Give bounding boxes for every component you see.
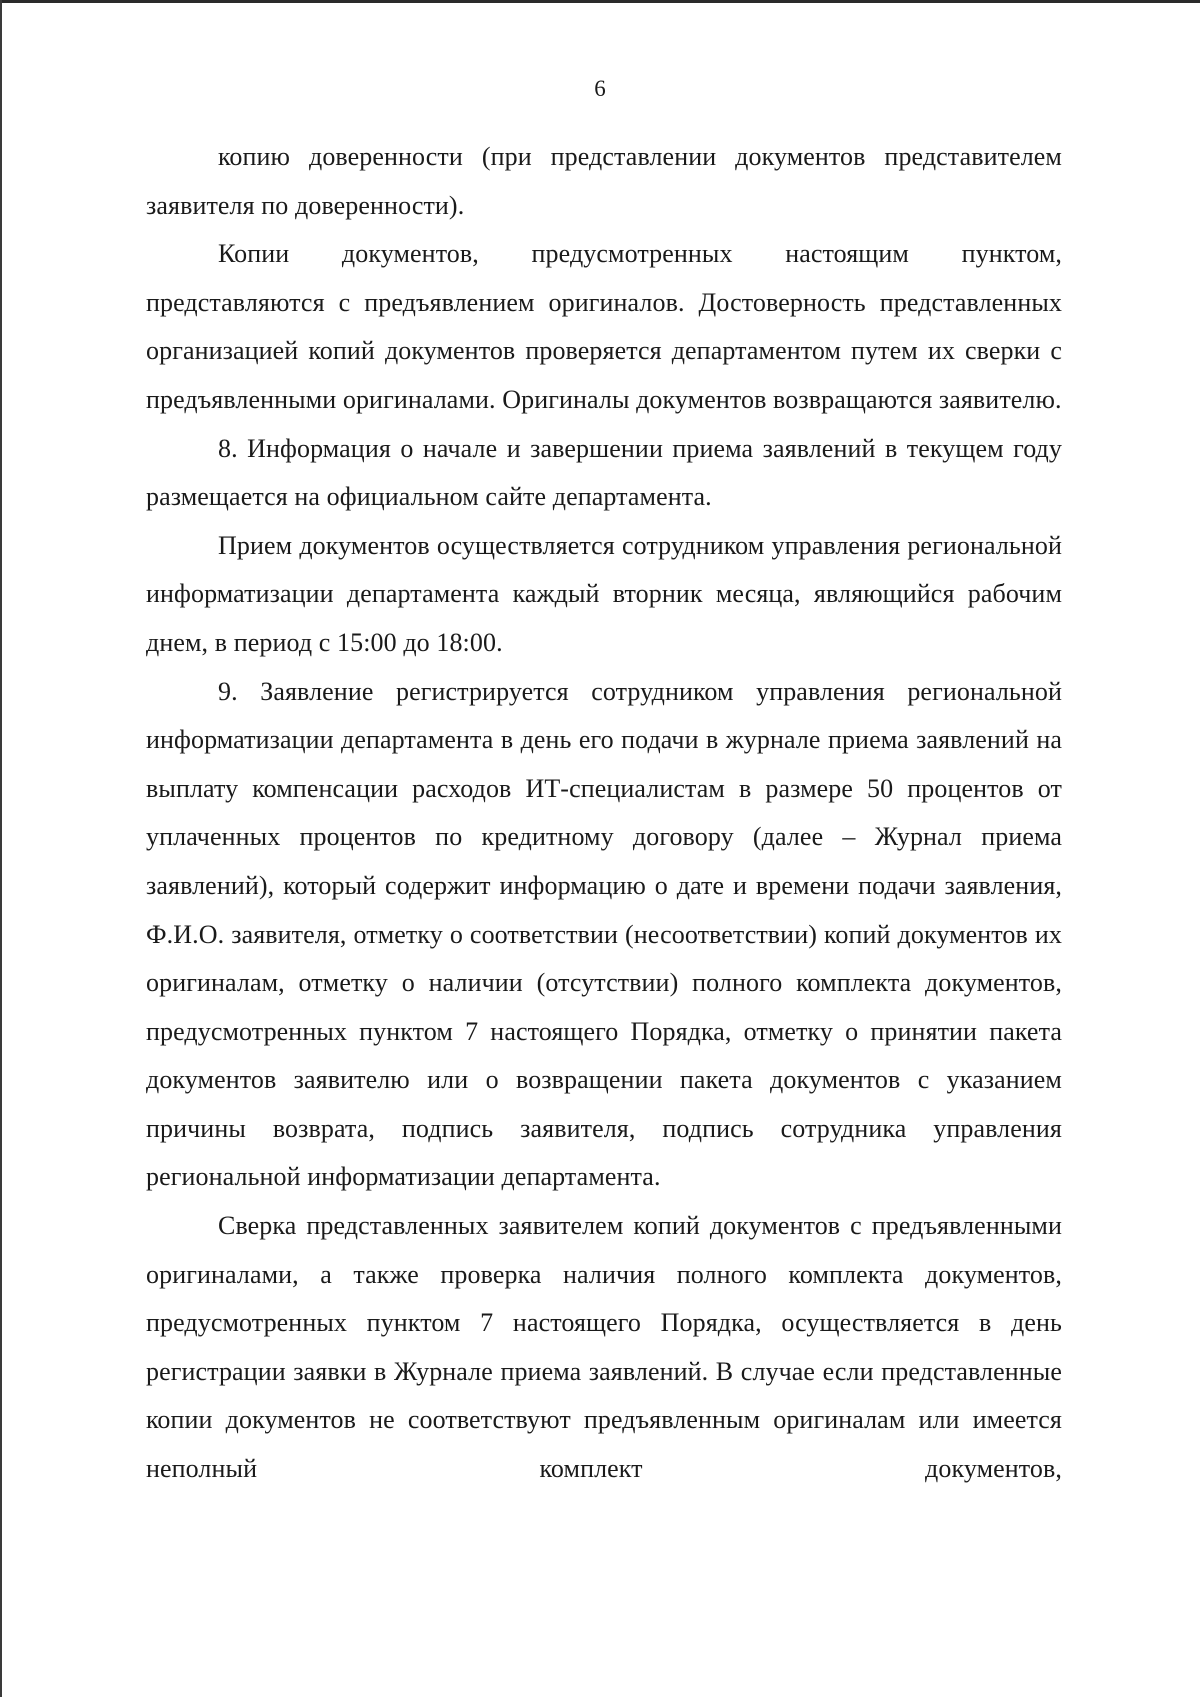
paragraph-reception-schedule: Прием документов осуществляется сотрудником управления региональной информатизации департамента каждый вторник месяца, являющийся рабочим днем, в период с 15:00 до 18:00. (146, 530, 1062, 657)
scan-border-left (0, 0, 2, 1697)
document-body (146, 133, 1062, 1494)
paragraph-item-9: 9. Заявление регистрируется сотрудником управления региональной информатизации департамента в день его подачи в журнале приема заявлений на выплату компенсации расходов ИТ-специалистам в размере 50 процентов от уплаченных процентов по кредитному договору (далее – Журнал приема заявлений), который содержит информацию о дате и времени подачи заявления, Ф.И.О. заявителя, отметку о соответствии (несоответствии) копий документов их оригиналам, отметку о наличии (отсутствии) полного комплекта документов, предусмотренных пунктом 7 настоящего Порядка, отметку о принятии пакета документов заявителю или о возвращении пакета документов с указанием причины возврата, подпись заявителя, подпись сотрудника управления региональной информатизации департамента. (146, 676, 1062, 1192)
scan-border-top (0, 0, 1200, 3)
paragraph-item-8: 8. Информация о начале и завершении приема заявлений в текущем году размещается на официальном сайте департамента. (146, 433, 1062, 512)
paragraph-copies-verification: Копии документов, предусмотренных настоящим пунктом, представляются с предъявлением оригиналов. Достоверность представленных организацией копий документов проверяется департаментом путем их сверки с предъявленными оригиналами. Оригиналы документов возвращаются заявителю. (146, 239, 1062, 414)
page-number: 6 (594, 76, 606, 101)
paragraph-power-of-attorney: копию доверенности (при представлении документов представителем заявителя по доверенности). (146, 142, 1062, 220)
paragraph-reconciliation: Сверка представленных заявителем копий документов с предъявленными оригиналами, а также проверка наличия полного комплекта документов, предусмотренных пунктом 7 настоящего Порядка, осуществляется в день регистрации заявки в Журнале приема заявлений. В случае если представленные копии документов не соответствуют предъявленным оригиналам или имеется неполный комплект документов, (146, 1211, 1062, 1484)
